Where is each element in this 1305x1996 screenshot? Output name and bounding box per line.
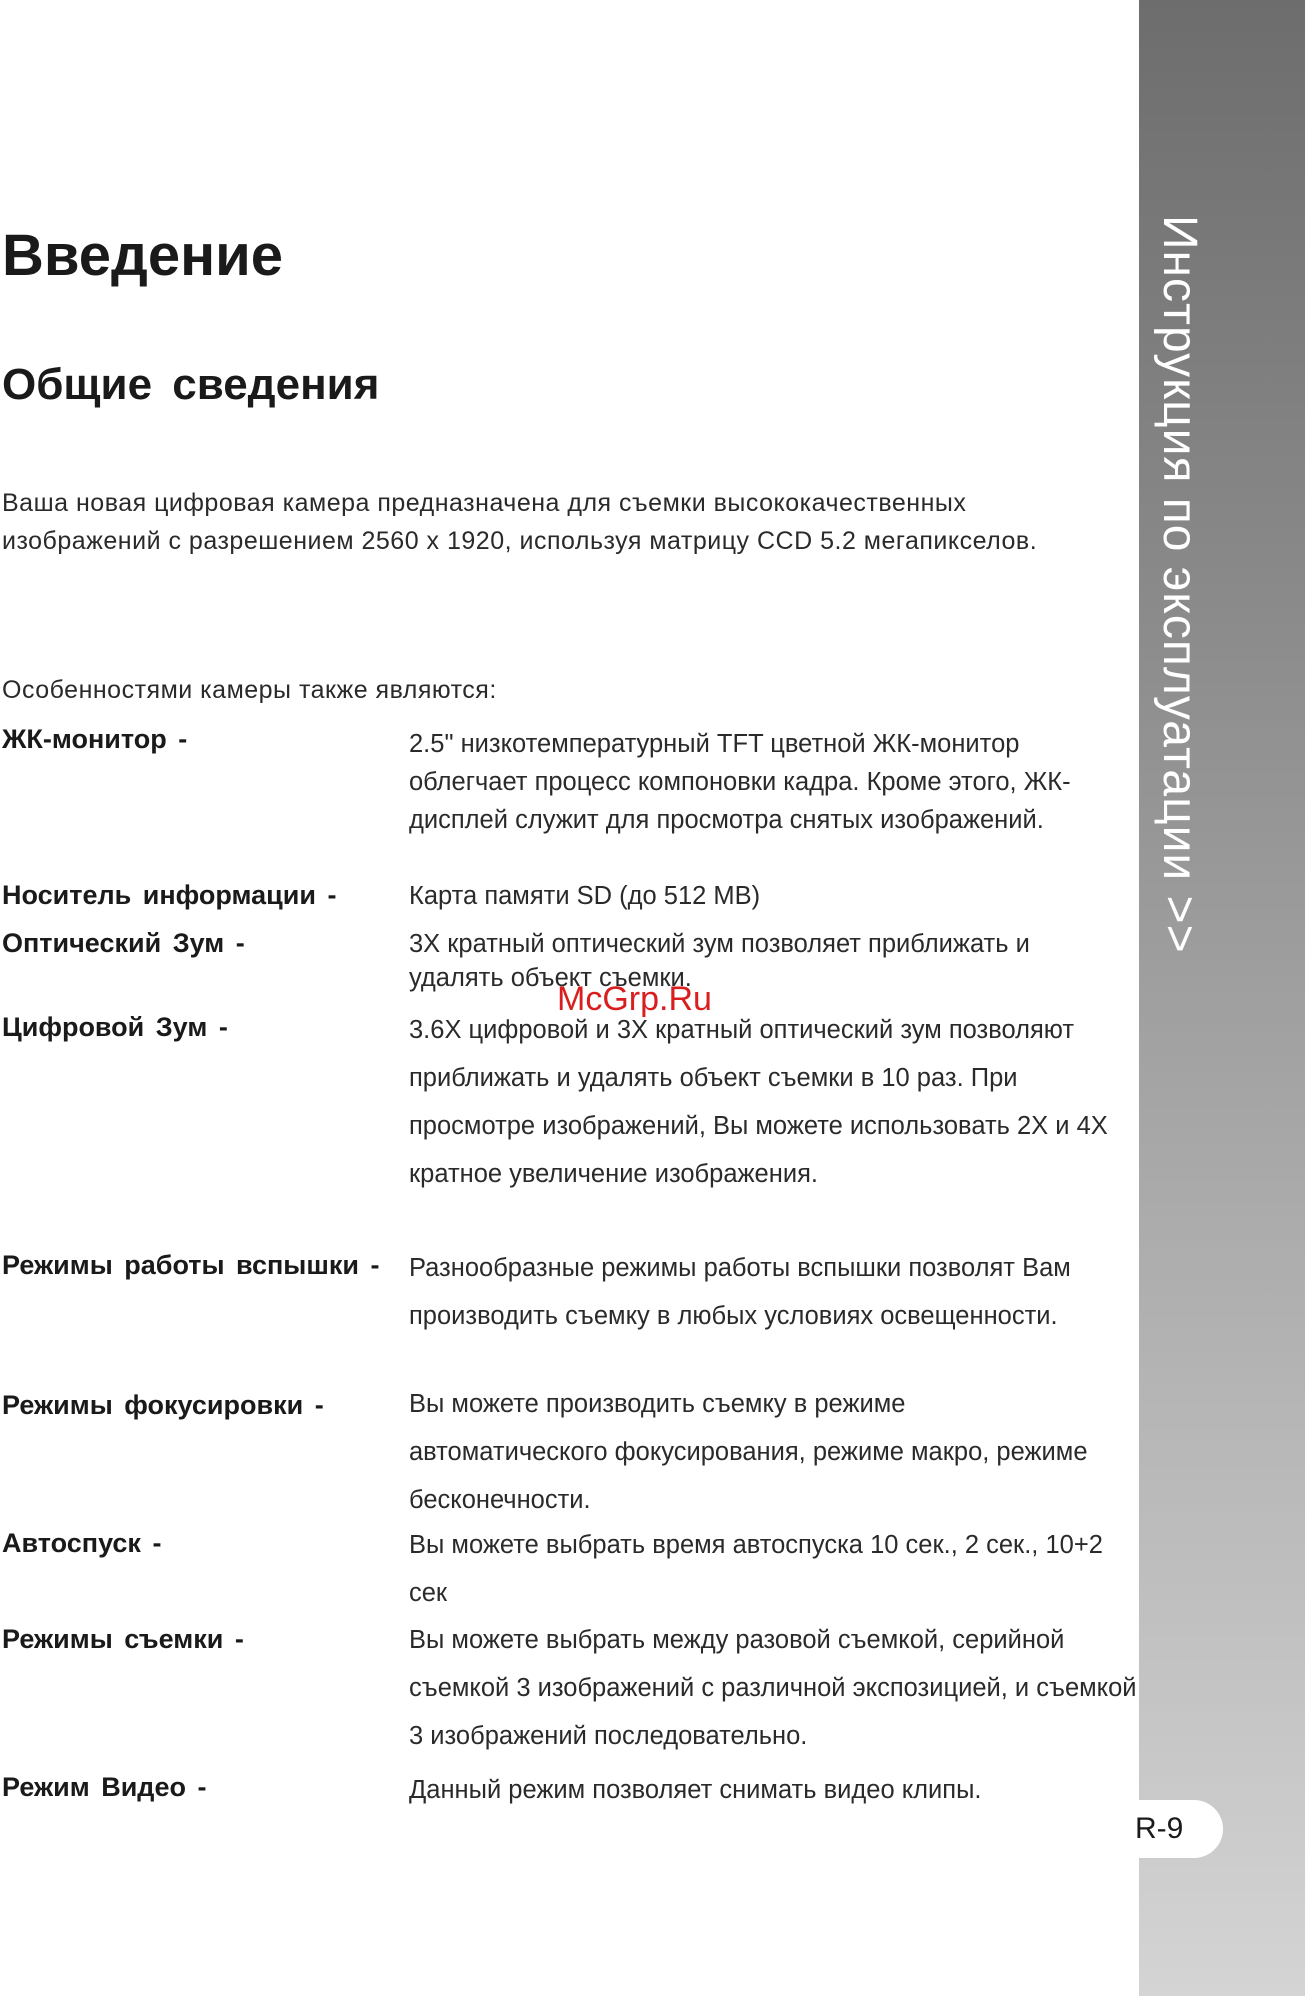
feature-name-storage: Носитель информации - <box>2 880 337 910</box>
feature-name-video: Режим Видео - <box>2 1772 207 1802</box>
feature-desc-lcd: 2.5" низкотемпературный TFT цветной ЖК-монитор облегчает процесс компоновки кадра. Кроме этого, ЖК-дисплей служит для просмотра снятых изображений. <box>409 730 1071 834</box>
feature-desc-shooting-modes: Вы можете выбрать между разовой съемкой, серийной съемкой 3 изображений с различной экспозицией, и съемкой 3 изображений последовательно. <box>409 1626 1137 1750</box>
page-title: Введение <box>2 223 284 288</box>
feature-desc-storage: Карта памяти SD (до 512 MB) <box>409 882 761 910</box>
feature-desc-self-timer: Вы можете выбрать время автоспуска 10 сек., 2 сек., 10+2 сек <box>409 1531 1103 1607</box>
feature-desc-optical-zoom: 3X кратный оптический зум позволяет приближать и удалять объект съемки. <box>409 930 1030 992</box>
feature-desc-flash: Разнообразные режимы работы вспышки позволят Вам производить съемку в любых условиях освещенности. <box>409 1254 1071 1330</box>
feature-name-flash: Режимы работы вспышки - <box>2 1250 380 1280</box>
feature-name-shooting-modes: Режимы съемки - <box>2 1624 244 1654</box>
feature-desc-digital-zoom: 3.6X цифровой и 3X кратный оптический зум позволяют приближать и удалять объект съемки в 10 раз. При просмотре изображений, Вы можете использовать 2X и 4X кратное увеличение изображения. <box>409 1016 1108 1188</box>
feature-name-digital-zoom: Цифровой Зум - <box>2 1012 228 1042</box>
feature-name-optical-zoom: Оптический Зум - <box>2 928 245 958</box>
feature-name-focus: Режимы фокусировки - <box>2 1390 324 1420</box>
intro-paragraph: Ваша новая цифровая камера предназначена для съемки высококачественных изображений с разрешением 2560 x 1920, используя матрицу CCD 5.2 мегапикселов. <box>2 489 1038 555</box>
features-label: Особенностями камеры также являются: <box>2 676 497 704</box>
page-number: R-9 <box>1135 1812 1184 1845</box>
section-title: Общие сведения <box>2 360 380 409</box>
feature-desc-video: Данный режим позволяет снимать видео клипы. <box>409 1776 982 1804</box>
feature-name-self-timer: Автоспуск - <box>2 1528 162 1558</box>
watermark: McGrp.Ru <box>557 980 712 1018</box>
feature-name-lcd: ЖК-монитор - <box>2 724 188 754</box>
side-title: Инструкция по эксплуатации >> <box>1153 215 1206 954</box>
feature-desc-focus: Вы можете производить съемку в режиме автоматического фокусирования, режиме макро, режиме бесконечности. <box>409 1390 1088 1514</box>
